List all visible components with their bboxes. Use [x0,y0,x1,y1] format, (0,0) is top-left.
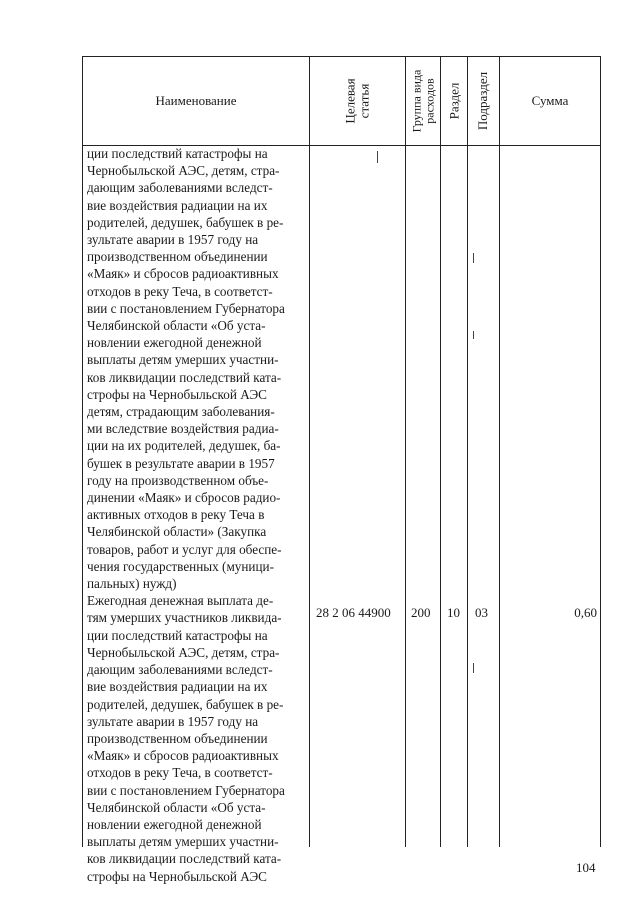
column-divider [440,57,441,847]
header-sum-label: Сумма [531,93,569,108]
row-1-subsection: 03 [475,605,488,620]
row-2-name: Ежегодная денежная выплата де- тям умерших участников ликвида- ции последствий катастрофы на Чернобыльской АЭС, детям, стра- дающим заболеваниями вследст- вие воздействия радиации на их родителей, дедушек, бабушек в ре- зультате аварии в 1957 году на производственном объединении «Маяк» и сбросов радиоактивных отходов в реку Теча, в соответст- вии с постановлением Губернатора Челябинской области «Об уста- новлении ежегодной денежной выплаты детям умерших участни- ков ликвидации последствий ката- строфы на Чернобыльской АЭС [87,593,285,884]
scan-mark [473,253,474,263]
header-name-label: Наименование [155,93,237,108]
row-1-name: ции последствий катастрофы на Чернобыльской АЭС, детям, стра- дающим заболеваниями вследст- вие воздействия радиации на их родителей, дедушек, бабушек в ре- зультате аварии в 1957 году на производственном объединении «Маяк» и сбросов радиоактивных отходов в реку Теча, в соответст- вии с постановлением Губернатора Челябинской области «Об уста- новлении ежегодной денежной выплаты детям умерших участни- ков ликвидации последствий ката- строфы на Чернобыльской АЭС детям, страдающим заболевания- ми вследствие воздействия радиа- ции на их родителей, дедушек, ба- бушек в результате аварии в 1957 году на производственном объе- динении «Маяк» и сбросов радио- активных отходов в реку Теча в Челябинской области» (Закупка товаров, работ и услуг для обеспе- чения государственных (муници- пальных) нужд) [87,146,285,592]
header-subsection-label: Подраздел [475,71,491,131]
row-1-target-article: 28 2 06 44900 [316,605,391,620]
scan-mark [473,331,474,339]
row-1-expense-group: 200 [411,605,431,620]
scan-mark [473,663,474,673]
column-divider [499,57,500,847]
page-number: 104 [576,860,596,875]
header-section [441,57,467,145]
column-divider [309,57,310,847]
header-expense-group-label: Группа вида расходов [409,69,436,133]
name-cell [87,145,306,885]
header-name [83,57,309,145]
column-divider [467,57,468,847]
row-1-sum: 0,60 [574,605,597,620]
header-target-article [310,57,405,145]
row-1-section: 10 [447,605,460,620]
scan-mark [377,151,378,163]
header-section-label: Раздел [446,82,461,120]
header-subsection [468,57,499,145]
header-sum [500,57,600,145]
header-expense-group [406,57,440,145]
header-target-article-label: Целевая статья [342,78,372,124]
column-divider [405,57,406,847]
